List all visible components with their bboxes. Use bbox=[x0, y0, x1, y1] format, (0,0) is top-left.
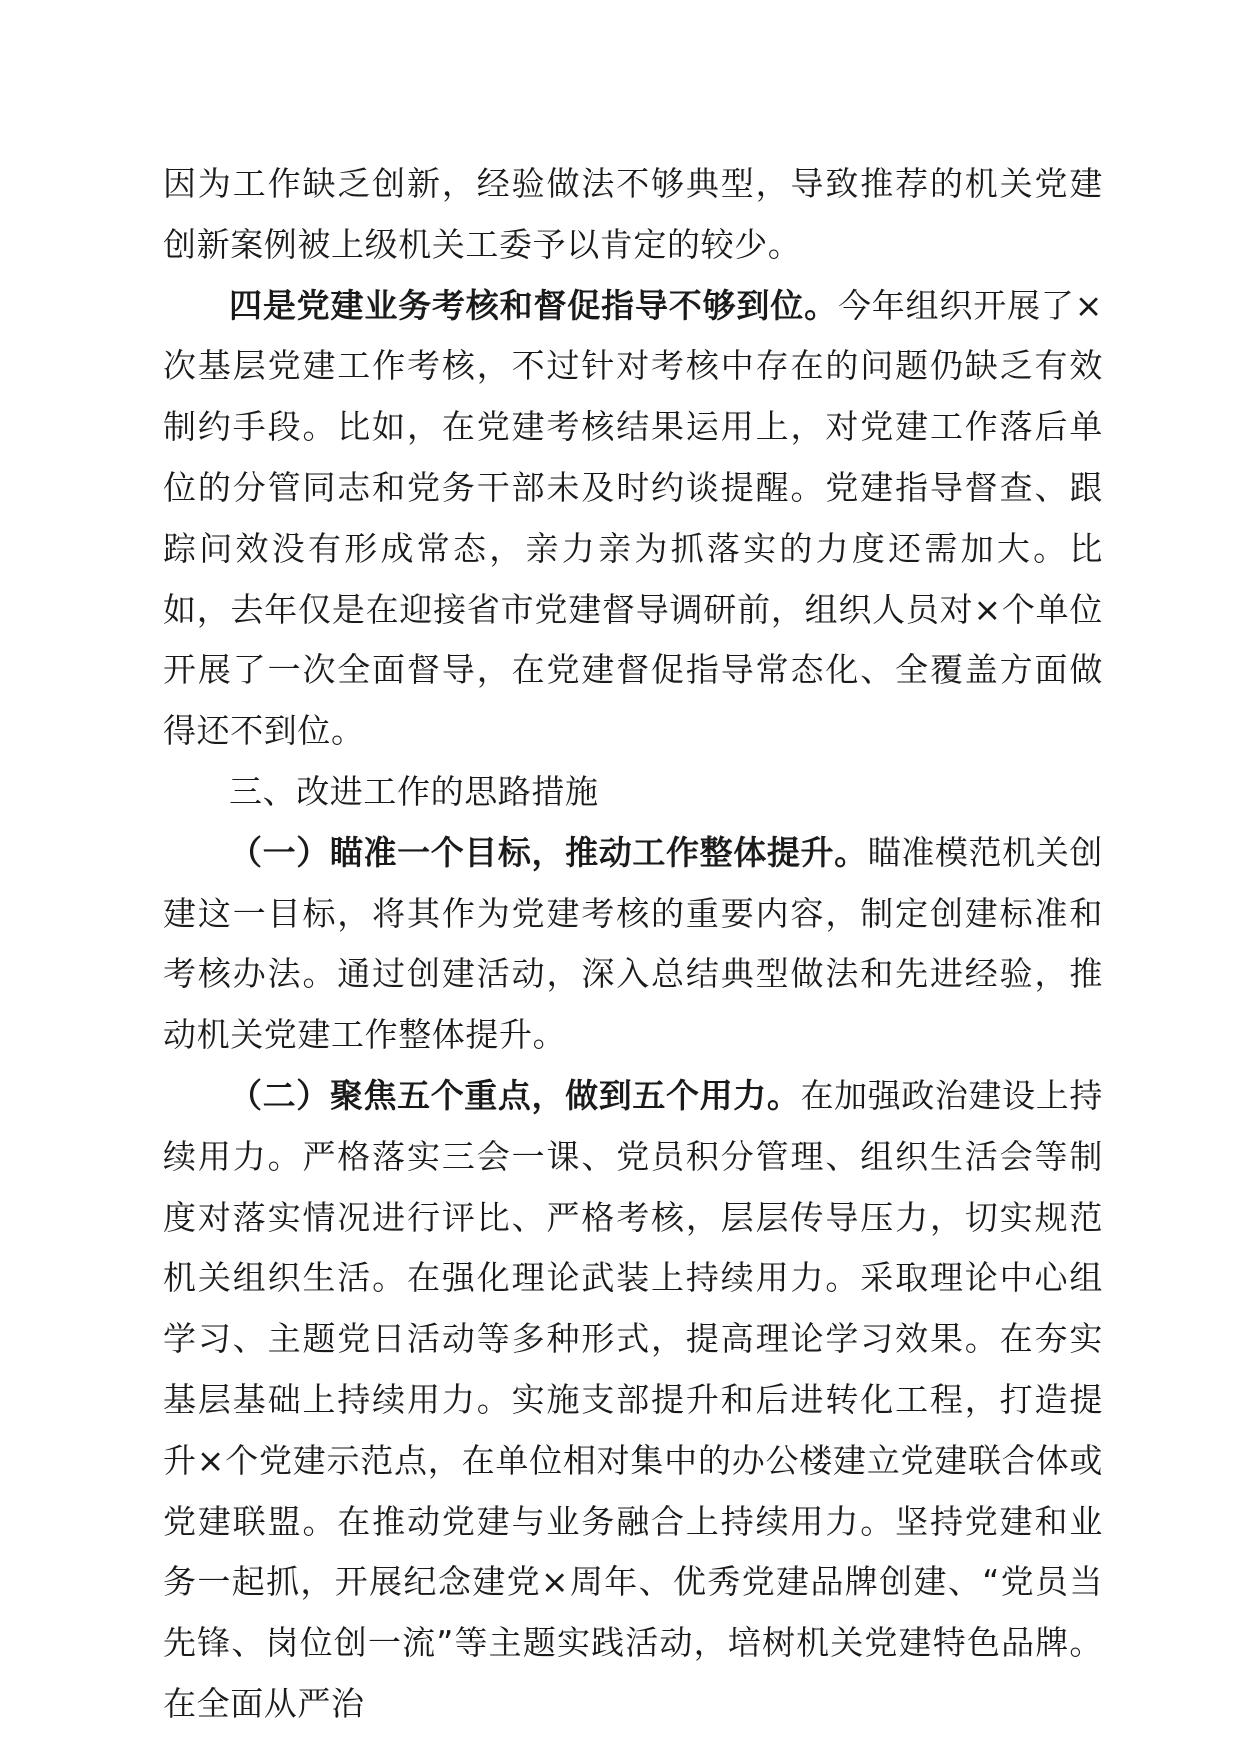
paragraph-text: 因为工作缺乏创新，经验做法不够典型，导致推荐的机关党建创新案例被上级机关工委予以肯定的较少。 bbox=[163, 164, 1103, 264]
section-heading-text: 三、改进工作的思路措施 bbox=[229, 771, 599, 811]
paragraph-measure-two bbox=[163, 1066, 1103, 1735]
paragraph-measure-one bbox=[163, 823, 1103, 1066]
paragraph-heading: （一）瞄准一个目标，推动工作整体提升。 bbox=[229, 832, 868, 872]
paragraph-heading: （二）聚焦五个重点，做到五个用力。 bbox=[229, 1075, 801, 1115]
paragraph-heading: 四是党建业务考核和督促指导不够到位。 bbox=[229, 285, 838, 325]
paragraph-text: 瞄准模范机关创建这一目标，将其作为党建考核的重要内容，制定创建标准和考核办法。通过创建活动，深入总结典型做法和先进经验，推动机关党建工作整体提升。 bbox=[163, 832, 1103, 1055]
paragraph-text: 今年组织开展了×次基层党建工作考核，不过针对考核中存在的问题仍缺乏有效制约手段。比如，在党建考核结果运用上，对党建工作落后单位的分管同志和党务干部未及时约谈提醒。党建指导督查、跟踪问效没有形成常态，亲力亲为抓落实的力度还需加大。比如，去年仅是在迎接省市党建督导调研前，组织人员对×个单位开展了一次全面督导，在党建督促指导常态化、全覆盖方面做得还不到位。 bbox=[163, 285, 1103, 751]
paragraph-continuation bbox=[163, 154, 1103, 276]
section-heading bbox=[163, 762, 1103, 823]
paragraph-assessment-guidance bbox=[163, 276, 1103, 762]
paragraph-text: 在加强政治建设上持续用力。严格落实三会一课、党员积分管理、组织生活会等制度对落实情况进行评比、严格考核，层层传导压力，切实规范机关组织生活。在强化理论武装上持续用力。采取理论中心组学习、主题党日活动等多种形式，提高理论学习效果。在夯实基层基础上持续用力。实施支部提升和后进转化工程，打造提升×个党建示范点，在单位相对集中的办公楼建立党建联合体或党建联盟。在推动党建与业务融合上持续用力。坚持党建和业务一起抓，开展纪念建党×周年、优秀党建品牌创建、“党员当先锋、岗位创一流”等主题实践活动，培树机关党建特色品牌。在全面从严治 bbox=[163, 1075, 1103, 1723]
document-body bbox=[163, 154, 1103, 1735]
